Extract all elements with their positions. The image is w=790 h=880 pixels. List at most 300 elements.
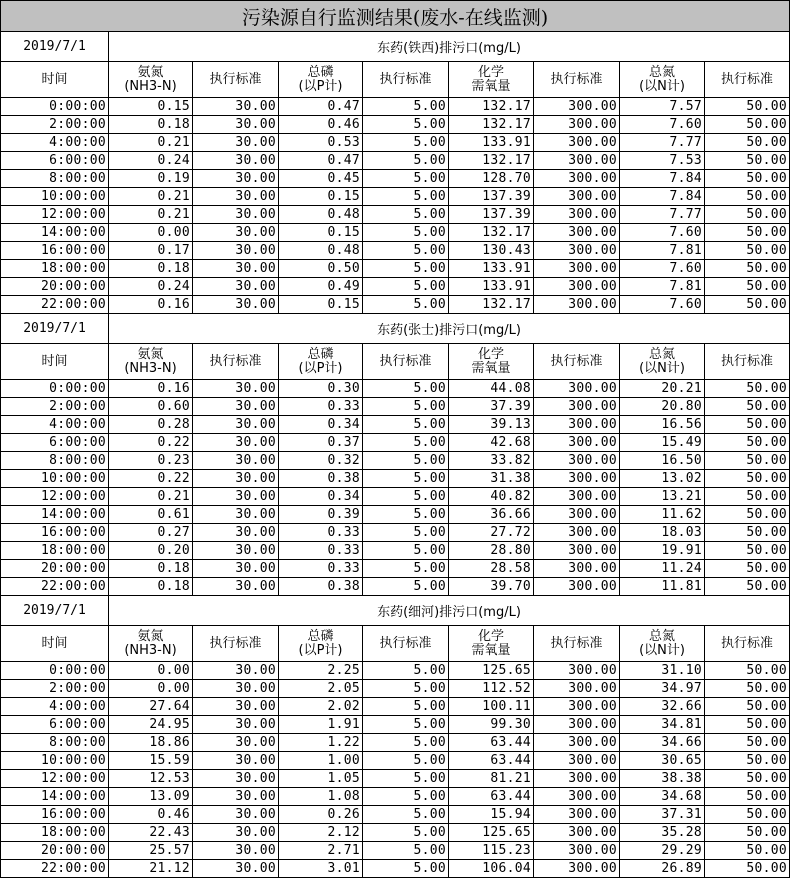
cod-cell: 132.17	[449, 224, 534, 241]
phosphorus-cell: 0.34	[279, 416, 363, 433]
nitrogen-cell: 34.81	[620, 716, 705, 733]
ammonia-cell: 18.86	[109, 734, 193, 751]
cod-standard-cell: 300.00	[534, 188, 620, 205]
nitrogen-cell: 11.81	[620, 578, 705, 595]
ammonia-standard-cell: 30.00	[193, 416, 279, 433]
phosphorus-standard-cell: 5.00	[363, 278, 449, 295]
block-date: 2019/7/1	[1, 32, 109, 61]
ammonia-cell: 0.28	[109, 416, 193, 433]
phosphorus-cell: 1.00	[279, 752, 363, 769]
ammonia-standard-cell: 30.00	[193, 680, 279, 697]
table-row	[1, 434, 790, 452]
nitrogen-cell: 29.29	[620, 842, 705, 859]
phosphorus-standard-cell: 5.00	[363, 170, 449, 187]
ammonia-cell: 0.17	[109, 242, 193, 259]
cod-cell: 130.43	[449, 242, 534, 259]
time-cell: 2:00:00	[1, 398, 109, 415]
time-cell: 10:00:00	[1, 470, 109, 487]
nitrogen-cell: 31.10	[620, 662, 705, 679]
cod-standard-cell: 300.00	[534, 224, 620, 241]
time-cell: 16:00:00	[1, 524, 109, 541]
nitrogen-cell: 34.97	[620, 680, 705, 697]
table-row	[1, 716, 790, 734]
cod-cell: 132.17	[449, 98, 534, 115]
time-cell: 4:00:00	[1, 134, 109, 151]
phosphorus-cell: 1.22	[279, 734, 363, 751]
phosphorus-standard-cell: 5.00	[363, 542, 449, 559]
phosphorus-standard-cell: 5.00	[363, 434, 449, 451]
table-row	[1, 842, 790, 860]
phosphorus-cell: 0.50	[279, 260, 363, 277]
cod-standard-cell: 300.00	[534, 416, 620, 433]
cod-cell: 137.39	[449, 206, 534, 223]
phosphorus-standard-cell: 5.00	[363, 752, 449, 769]
nitrogen-standard-cell: 50.00	[705, 278, 790, 295]
phosphorus-cell: 2.05	[279, 680, 363, 697]
time-cell: 12:00:00	[1, 488, 109, 505]
ammonia-standard-cell: 30.00	[193, 98, 279, 115]
phosphorus-cell: 0.38	[279, 578, 363, 595]
block-date: 2019/7/1	[1, 596, 109, 625]
phosphorus-cell: 0.47	[279, 152, 363, 169]
ammonia-cell: 0.21	[109, 206, 193, 223]
nitrogen-standard-cell: 50.00	[705, 524, 790, 541]
cod-standard-cell: 300.00	[534, 380, 620, 397]
cod-cell: 112.52	[449, 680, 534, 697]
phosphorus-standard-cell: 5.00	[363, 788, 449, 805]
nitrogen-cell: 34.66	[620, 734, 705, 751]
table-row	[1, 488, 790, 506]
cod-standard-cell: 300.00	[534, 206, 620, 223]
ammonia-standard-cell: 30.00	[193, 752, 279, 769]
phosphorus-cell: 0.15	[279, 224, 363, 241]
table-row	[1, 770, 790, 788]
time-cell: 10:00:00	[1, 188, 109, 205]
phosphorus-standard-cell: 5.00	[363, 416, 449, 433]
cod-standard-cell: 300.00	[534, 860, 620, 877]
time-cell: 22:00:00	[1, 578, 109, 595]
table-row	[1, 506, 790, 524]
ammonia-standard-cell: 30.00	[193, 806, 279, 823]
nitrogen-cell: 11.24	[620, 560, 705, 577]
cod-standard-cell: 300.00	[534, 296, 620, 313]
cod-standard-cell: 300.00	[534, 452, 620, 469]
cod-cell: 133.91	[449, 278, 534, 295]
ammonia-cell: 0.18	[109, 560, 193, 577]
cod-cell: 132.17	[449, 116, 534, 133]
phosphorus-standard-cell: 5.00	[363, 770, 449, 787]
cod-standard-cell: 300.00	[534, 788, 620, 805]
ammonia-standard-cell: 30.00	[193, 860, 279, 877]
ammonia-standard-cell: 30.00	[193, 434, 279, 451]
cod-cell: 132.17	[449, 296, 534, 313]
time-cell: 14:00:00	[1, 788, 109, 805]
nitrogen-standard-cell: 50.00	[705, 488, 790, 505]
nitrogen-standard-header: 执行标准	[705, 62, 790, 97]
nitrogen-cell: 30.65	[620, 752, 705, 769]
ammonia-cell: 0.24	[109, 278, 193, 295]
nitrogen-cell: 7.60	[620, 116, 705, 133]
time-cell: 18:00:00	[1, 824, 109, 841]
time-cell: 0:00:00	[1, 662, 109, 679]
ammonia-standard-cell: 30.00	[193, 278, 279, 295]
table-row	[1, 452, 790, 470]
time-cell: 6:00:00	[1, 152, 109, 169]
table-row	[1, 242, 790, 260]
cod-header: 化学 需氧量	[449, 626, 534, 661]
cod-standard-cell: 300.00	[534, 578, 620, 595]
cod-standard-cell: 300.00	[534, 542, 620, 559]
time-cell: 8:00:00	[1, 170, 109, 187]
nitrogen-standard-cell: 50.00	[705, 380, 790, 397]
phosphorus-cell: 2.12	[279, 824, 363, 841]
phosphorus-header: 总磷 (以P计)	[279, 344, 363, 379]
table-row	[1, 296, 790, 314]
ammonia-standard-cell: 30.00	[193, 134, 279, 151]
ammonia-cell: 12.53	[109, 770, 193, 787]
cod-cell: 40.82	[449, 488, 534, 505]
phosphorus-standard-cell: 5.00	[363, 134, 449, 151]
ammonia-standard-cell: 30.00	[193, 152, 279, 169]
phosphorus-standard-header: 执行标准	[363, 626, 449, 661]
table-row	[1, 824, 790, 842]
cod-standard-cell: 300.00	[534, 824, 620, 841]
ammonia-standard-cell: 30.00	[193, 224, 279, 241]
table-row	[1, 224, 790, 242]
ammonia-standard-cell: 30.00	[193, 188, 279, 205]
phosphorus-cell: 0.33	[279, 524, 363, 541]
ammonia-standard-cell: 30.00	[193, 542, 279, 559]
phosphorus-standard-header: 执行标准	[363, 344, 449, 379]
cod-cell: 63.44	[449, 788, 534, 805]
ammonia-standard-cell: 30.00	[193, 398, 279, 415]
cod-cell: 28.80	[449, 542, 534, 559]
ammonia-standard-cell: 30.00	[193, 506, 279, 523]
cod-cell: 132.17	[449, 152, 534, 169]
cod-cell: 31.38	[449, 470, 534, 487]
nitrogen-standard-header: 执行标准	[705, 626, 790, 661]
cod-cell: 99.30	[449, 716, 534, 733]
nitrogen-standard-cell: 50.00	[705, 134, 790, 151]
nitrogen-cell: 7.57	[620, 98, 705, 115]
ammonia-standard-cell: 30.00	[193, 788, 279, 805]
phosphorus-cell: 0.46	[279, 116, 363, 133]
nitrogen-cell: 32.66	[620, 698, 705, 715]
time-cell: 8:00:00	[1, 452, 109, 469]
phosphorus-standard-cell: 5.00	[363, 698, 449, 715]
phosphorus-cell: 0.45	[279, 170, 363, 187]
phosphorus-standard-cell: 5.00	[363, 734, 449, 751]
nitrogen-cell: 13.02	[620, 470, 705, 487]
cod-cell: 28.58	[449, 560, 534, 577]
ammonia-cell: 0.46	[109, 806, 193, 823]
nitrogen-header: 总氮 (以N计)	[620, 344, 705, 379]
time-header: 时间	[1, 626, 109, 661]
phosphorus-cell: 0.30	[279, 380, 363, 397]
phosphorus-standard-cell: 5.00	[363, 824, 449, 841]
column-header-row	[1, 626, 790, 662]
nitrogen-cell: 20.21	[620, 380, 705, 397]
nitrogen-standard-cell: 50.00	[705, 260, 790, 277]
phosphorus-header: 总磷 (以P计)	[279, 62, 363, 97]
block-date: 2019/7/1	[1, 314, 109, 343]
cod-standard-cell: 300.00	[534, 470, 620, 487]
ammonia-cell: 0.18	[109, 578, 193, 595]
time-cell: 8:00:00	[1, 734, 109, 751]
ammonia-standard-cell: 30.00	[193, 296, 279, 313]
table-row	[1, 806, 790, 824]
cod-standard-cell: 300.00	[534, 488, 620, 505]
ammonia-cell: 13.09	[109, 788, 193, 805]
cod-standard-cell: 300.00	[534, 242, 620, 259]
phosphorus-cell: 0.26	[279, 806, 363, 823]
time-header: 时间	[1, 344, 109, 379]
cod-standard-cell: 300.00	[534, 806, 620, 823]
outlet-blocks	[1, 32, 790, 878]
phosphorus-standard-cell: 5.00	[363, 224, 449, 241]
nitrogen-cell: 15.49	[620, 434, 705, 451]
nitrogen-cell: 7.60	[620, 296, 705, 313]
cod-header: 化学 需氧量	[449, 62, 534, 97]
phosphorus-standard-cell: 5.00	[363, 398, 449, 415]
nitrogen-standard-cell: 50.00	[705, 170, 790, 187]
cod-cell: 15.94	[449, 806, 534, 823]
ammonia-cell: 0.24	[109, 152, 193, 169]
cod-cell: 115.23	[449, 842, 534, 859]
ammonia-standard-cell: 30.00	[193, 698, 279, 715]
nitrogen-cell: 34.68	[620, 788, 705, 805]
ammonia-cell: 0.00	[109, 662, 193, 679]
ammonia-standard-cell: 30.00	[193, 380, 279, 397]
ammonia-standard-cell: 30.00	[193, 770, 279, 787]
cod-standard-cell: 300.00	[534, 698, 620, 715]
table-row	[1, 116, 790, 134]
phosphorus-standard-cell: 5.00	[363, 296, 449, 313]
phosphorus-cell: 0.33	[279, 542, 363, 559]
ammonia-standard-cell: 30.00	[193, 206, 279, 223]
time-cell: 18:00:00	[1, 260, 109, 277]
nitrogen-header: 总氮 (以N计)	[620, 626, 705, 661]
ammonia-cell: 0.20	[109, 542, 193, 559]
phosphorus-standard-cell: 5.00	[363, 860, 449, 877]
nitrogen-standard-cell: 50.00	[705, 680, 790, 697]
time-cell: 2:00:00	[1, 680, 109, 697]
column-header-row	[1, 344, 790, 380]
cod-cell: 33.82	[449, 452, 534, 469]
ammonia-cell: 0.61	[109, 506, 193, 523]
ammonia-cell: 0.00	[109, 224, 193, 241]
outlet-name: 东药(张士)排污口(mg/L)	[109, 314, 790, 343]
cod-standard-cell: 300.00	[534, 734, 620, 751]
cod-standard-cell: 300.00	[534, 278, 620, 295]
cod-cell: 137.39	[449, 188, 534, 205]
cod-cell: 81.21	[449, 770, 534, 787]
ammonia-header: 氨氮 (NH3-N)	[109, 344, 193, 379]
nitrogen-standard-cell: 50.00	[705, 542, 790, 559]
nitrogen-cell: 16.56	[620, 416, 705, 433]
cod-cell: 44.08	[449, 380, 534, 397]
phosphorus-standard-cell: 5.00	[363, 806, 449, 823]
ammonia-standard-header: 执行标准	[193, 344, 279, 379]
ammonia-cell: 24.95	[109, 716, 193, 733]
outlet-name: 东药(铁西)排污口(mg/L)	[109, 32, 790, 61]
ammonia-standard-cell: 30.00	[193, 716, 279, 733]
nitrogen-cell: 19.91	[620, 542, 705, 559]
phosphorus-cell: 0.32	[279, 452, 363, 469]
cod-cell: 36.66	[449, 506, 534, 523]
ammonia-cell: 0.16	[109, 296, 193, 313]
phosphorus-standard-cell: 5.00	[363, 842, 449, 859]
cod-standard-cell: 300.00	[534, 506, 620, 523]
nitrogen-standard-cell: 50.00	[705, 296, 790, 313]
phosphorus-standard-cell: 5.00	[363, 560, 449, 577]
table-row	[1, 260, 790, 278]
nitrogen-standard-cell: 50.00	[705, 662, 790, 679]
phosphorus-standard-cell: 5.00	[363, 680, 449, 697]
phosphorus-standard-cell: 5.00	[363, 578, 449, 595]
cod-standard-cell: 300.00	[534, 524, 620, 541]
cod-header: 化学 需氧量	[449, 344, 534, 379]
time-cell: 10:00:00	[1, 752, 109, 769]
phosphorus-cell: 0.39	[279, 506, 363, 523]
nitrogen-cell: 7.77	[620, 134, 705, 151]
nitrogen-cell: 20.80	[620, 398, 705, 415]
phosphorus-cell: 0.33	[279, 398, 363, 415]
nitrogen-cell: 7.84	[620, 170, 705, 187]
nitrogen-cell: 7.81	[620, 242, 705, 259]
table-row	[1, 170, 790, 188]
nitrogen-standard-cell: 50.00	[705, 398, 790, 415]
cod-cell: 133.91	[449, 134, 534, 151]
nitrogen-standard-cell: 50.00	[705, 788, 790, 805]
cod-cell: 128.70	[449, 170, 534, 187]
ammonia-cell: 0.27	[109, 524, 193, 541]
time-cell: 4:00:00	[1, 698, 109, 715]
ammonia-cell: 25.57	[109, 842, 193, 859]
phosphorus-cell: 1.08	[279, 788, 363, 805]
nitrogen-header: 总氮 (以N计)	[620, 62, 705, 97]
cod-standard-cell: 300.00	[534, 98, 620, 115]
ammonia-standard-cell: 30.00	[193, 260, 279, 277]
phosphorus-cell: 0.37	[279, 434, 363, 451]
phosphorus-cell: 2.71	[279, 842, 363, 859]
cod-standard-cell: 300.00	[534, 434, 620, 451]
nitrogen-standard-cell: 50.00	[705, 188, 790, 205]
time-cell: 6:00:00	[1, 434, 109, 451]
block-header	[1, 32, 790, 62]
phosphorus-cell: 0.48	[279, 242, 363, 259]
phosphorus-standard-cell: 5.00	[363, 152, 449, 169]
sheet-title: 污染源自行监测结果(废水-在线监测)	[1, 1, 790, 32]
nitrogen-standard-cell: 50.00	[705, 452, 790, 469]
nitrogen-standard-cell: 50.00	[705, 698, 790, 715]
ammonia-standard-cell: 30.00	[193, 170, 279, 187]
time-cell: 16:00:00	[1, 242, 109, 259]
time-cell: 20:00:00	[1, 560, 109, 577]
cod-standard-cell: 300.00	[534, 170, 620, 187]
time-cell: 12:00:00	[1, 770, 109, 787]
table-row	[1, 278, 790, 296]
table-row	[1, 98, 790, 116]
ammonia-cell: 27.64	[109, 698, 193, 715]
time-cell: 20:00:00	[1, 842, 109, 859]
cod-cell: 100.11	[449, 698, 534, 715]
time-cell: 18:00:00	[1, 542, 109, 559]
ammonia-cell: 0.23	[109, 452, 193, 469]
cod-cell: 37.39	[449, 398, 534, 415]
phosphorus-cell: 0.47	[279, 98, 363, 115]
nitrogen-standard-cell: 50.00	[705, 752, 790, 769]
phosphorus-cell: 3.01	[279, 860, 363, 877]
block-header	[1, 314, 790, 344]
table-row	[1, 698, 790, 716]
phosphorus-standard-cell: 5.00	[363, 452, 449, 469]
phosphorus-standard-cell: 5.00	[363, 380, 449, 397]
nitrogen-standard-cell: 50.00	[705, 824, 790, 841]
phosphorus-header: 总磷 (以P计)	[279, 626, 363, 661]
nitrogen-cell: 11.62	[620, 506, 705, 523]
ammonia-standard-header: 执行标准	[193, 62, 279, 97]
time-header: 时间	[1, 62, 109, 97]
ammonia-cell: 22.43	[109, 824, 193, 841]
ammonia-cell: 0.15	[109, 98, 193, 115]
cod-standard-cell: 300.00	[534, 560, 620, 577]
ammonia-cell: 0.16	[109, 380, 193, 397]
nitrogen-standard-cell: 50.00	[705, 770, 790, 787]
ammonia-standard-cell: 30.00	[193, 734, 279, 751]
ammonia-cell: 0.60	[109, 398, 193, 415]
ammonia-header: 氨氮 (NH3-N)	[109, 626, 193, 661]
ammonia-standard-cell: 30.00	[193, 560, 279, 577]
nitrogen-standard-cell: 50.00	[705, 560, 790, 577]
nitrogen-cell: 7.60	[620, 224, 705, 241]
table-row	[1, 680, 790, 698]
cod-standard-cell: 300.00	[534, 662, 620, 679]
cod-standard-cell: 300.00	[534, 770, 620, 787]
cod-standard-cell: 300.00	[534, 152, 620, 169]
table-row	[1, 560, 790, 578]
table-row	[1, 416, 790, 434]
cod-standard-cell: 300.00	[534, 134, 620, 151]
time-cell: 2:00:00	[1, 116, 109, 133]
cod-cell: 106.04	[449, 860, 534, 877]
nitrogen-standard-cell: 50.00	[705, 860, 790, 877]
ammonia-header: 氨氮 (NH3-N)	[109, 62, 193, 97]
nitrogen-cell: 7.77	[620, 206, 705, 223]
table-row	[1, 752, 790, 770]
table-row	[1, 662, 790, 680]
nitrogen-cell: 37.31	[620, 806, 705, 823]
phosphorus-standard-cell: 5.00	[363, 488, 449, 505]
cod-standard-header: 执行标准	[534, 62, 620, 97]
ammonia-cell: 0.18	[109, 260, 193, 277]
cod-standard-header: 执行标准	[534, 344, 620, 379]
nitrogen-standard-cell: 50.00	[705, 116, 790, 133]
cod-cell: 27.72	[449, 524, 534, 541]
nitrogen-standard-cell: 50.00	[705, 506, 790, 523]
ammonia-cell: 0.22	[109, 434, 193, 451]
cod-cell: 63.44	[449, 734, 534, 751]
ammonia-cell: 0.22	[109, 470, 193, 487]
ammonia-cell: 0.21	[109, 188, 193, 205]
phosphorus-cell: 0.48	[279, 206, 363, 223]
table-row	[1, 152, 790, 170]
time-cell: 22:00:00	[1, 860, 109, 877]
phosphorus-cell: 2.25	[279, 662, 363, 679]
phosphorus-standard-cell: 5.00	[363, 662, 449, 679]
nitrogen-standard-header: 执行标准	[705, 344, 790, 379]
cod-cell: 39.13	[449, 416, 534, 433]
